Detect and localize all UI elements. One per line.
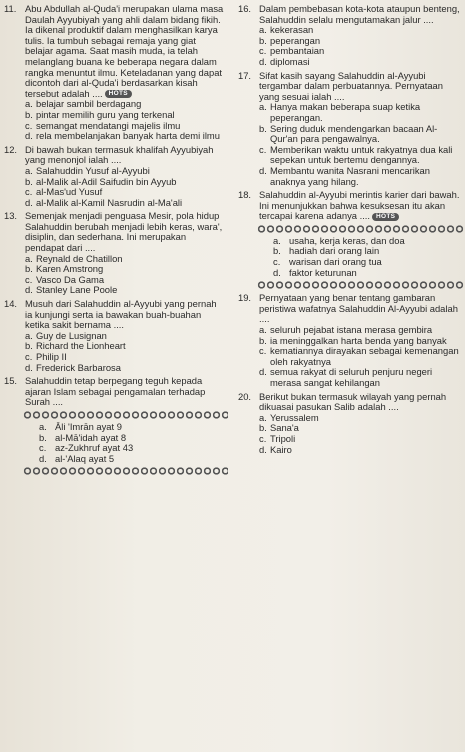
option-b: b. al-Mā'idah ayat 8 [39,431,127,443]
option-d: d. al-Malik al-Kamil Nasrudin al-Ma'ali [25,196,183,208]
option-c: c. Vasco Da Gama [25,273,105,285]
question-number: 19. [238,292,252,304]
ornament-chain-bottom [257,280,464,290]
question-stem: Berikut bukan termasuk wilayah yang pernah dikuasai pasukan Salib adalah .... [259,390,447,413]
question-12 [4,145,226,209]
question-15 [4,376,226,476]
option-c: c. warisan dari orang tua [273,256,382,268]
question-20 [238,392,462,456]
question-19 [238,293,462,388]
option-a: a. Guy de Lusignan [25,329,107,341]
option-b: b. Sana'a [259,422,299,434]
hots-badge: HOTS [105,90,132,98]
question-stem: Musuh dari Salahuddin al-Ayyubi yang pernah ia kunjungi serta ia bawakan buah-buahan ketika sakit bernama .... [25,298,217,331]
option-c: c. Philip II [25,351,67,362]
option-d: d. Membantu wanita Nasrani mencarikan anaknya yang hilang. [259,164,430,187]
question-number: 14. [4,298,18,310]
option-d: d. semua rakyat di seluruh penjuru negeri merasa sangat kehilangan [259,366,433,388]
question-number: 15. [4,375,18,387]
option-b: b. peperangan [259,34,321,46]
option-d: d. al-'Alaq ayat 5 [39,452,115,464]
option-d: d. Stanley Lane Poole [25,284,118,296]
question-number: 16. [238,3,252,14]
option-c: c. kematiannya dirayakan sebagai kemenangan oleh rakyatnya [259,345,459,367]
option-c: c. az-Zukhruf ayat 43 [39,442,134,454]
option-d: d. diplomasi [259,55,310,67]
question-16 [238,4,462,68]
ornament-chain-top [23,410,228,420]
option-a: a. Āli 'Imrān ayat 9 [39,420,122,432]
question-number: 17. [238,69,252,81]
option-b: b. Sering duduk mendengarkan bacaan Al-Qur'an para pengawalnya. [259,122,438,145]
options-box [25,422,226,464]
option-a: a. Hanya makan beberapa suap ketika peperangan. [259,101,421,123]
option-a: a. Yerussalem [259,411,319,423]
question-number: 11. [4,3,17,14]
option-a: a. Reynald de Chatillon [25,252,123,264]
option-d: d. Frederick Barbarosa [25,361,121,373]
question-stem: Sifat kasih sayang Salahuddin al-Ayyubi tergambar dalam perbuatannya. Pernyataan yang sesuai ialah .... [259,69,443,102]
left-column [4,4,226,479]
ornament-chain-top [257,224,464,234]
question-stem: Semenjak menjadi penguasa Mesir, pola hidup Salahuddin berubah menjadi lebih keras, wara', disiplin, dan sederhana. Ini merupakan pendapat dari .... [25,210,223,254]
question-number: 12. [4,143,18,155]
option-c: c. Tripoli [259,432,296,444]
question-stem: Abu Abdullah al-Quda'i merupakan ulama masa Daulah Ayyubiyah yang ahli dalam bidang fikih. Ia dikenal produktif dalam menghasilkan karya tulis. Ia tumbuh sebagai remaja yang giat belajar agama. Saat masih muda, ia telah melanglang buana ke beberapa negara dalam rangka menuntut ilmu. Keteladanan yang dapat dicontoh dari al-Quda'i berdasarkan kisah tersebut adalah .... HOTS [25,3,224,99]
option-b: b. pintar memilih guru yang terkenal [25,108,175,120]
option-c: c. al-Mas'ud Yusuf [25,186,103,198]
question-14 [4,299,226,373]
question-11 [4,4,226,142]
option-a: a. Salahuddin Yusuf al-Ayyubi [25,164,150,176]
hots-badge: HOTS [372,213,399,221]
question-stem: Pernyataan yang benar tentang gambaran peristiwa wafatnya Salahuddin Al-Ayyubi adalah .... [259,292,458,325]
option-b: b. Richard the Lionheart [25,340,126,352]
question-number: 18. [238,189,252,201]
option-b: b. al-Malik al-Adil Saifudin bin Ayyub [25,175,177,187]
option-b: b. hadiah dari orang lain [273,245,380,257]
ornament-chain-bottom [23,466,228,476]
right-column [238,4,462,458]
question-stem: Salahuddin tetap berpegang teguh kepada ajaran Islam sebagai pengamalan terhadap Surah .... [25,375,206,408]
option-b: b. Karen Amstrong [25,263,104,275]
option-a: a. belajar sambil berdagang [25,98,142,110]
question-stem: Di bawah bukan termasuk khalifah Ayyubiyah yang menonjol ialah .... [25,143,214,166]
question-13 [4,211,226,296]
question-stem: Salahuddin al-Ayyubi merintis karier dari bawah. Ini menunjukkan bahwa kesuksesan itu akan tercapai karena adanya .... HOTS [259,189,460,222]
question-18 [238,190,462,290]
option-d: d. Kairo [259,443,292,455]
question-17 [238,71,462,188]
option-b: b. ia meninggalkan harta benda yang banyak [259,334,447,346]
option-c: c. semangat mendatangi majelis ilmu [25,119,181,131]
option-d: d. rela membelanjakan banyak harta demi ilmu [25,130,220,142]
option-d: d. faktor keturunan [273,266,357,278]
option-c: c. pembantaian [259,45,325,57]
question-stem: Dalam pembebasan kota-kota ataupun benteng, Salahuddin selalu mengutamakan jalur .... [259,3,460,25]
option-a: a. kekerasan [259,24,314,36]
option-c: c. Memberikan waktu untuk rakyatnya dua kali sepekan untuk bertemu dengannya. [259,143,453,166]
question-number: 20. [238,390,252,402]
options-box [259,236,462,278]
option-a: a. usaha, kerja keras, dan doa [273,234,405,246]
question-number: 13. [4,210,18,222]
option-a: a. seluruh pejabat istana merasa gembira [259,324,433,336]
